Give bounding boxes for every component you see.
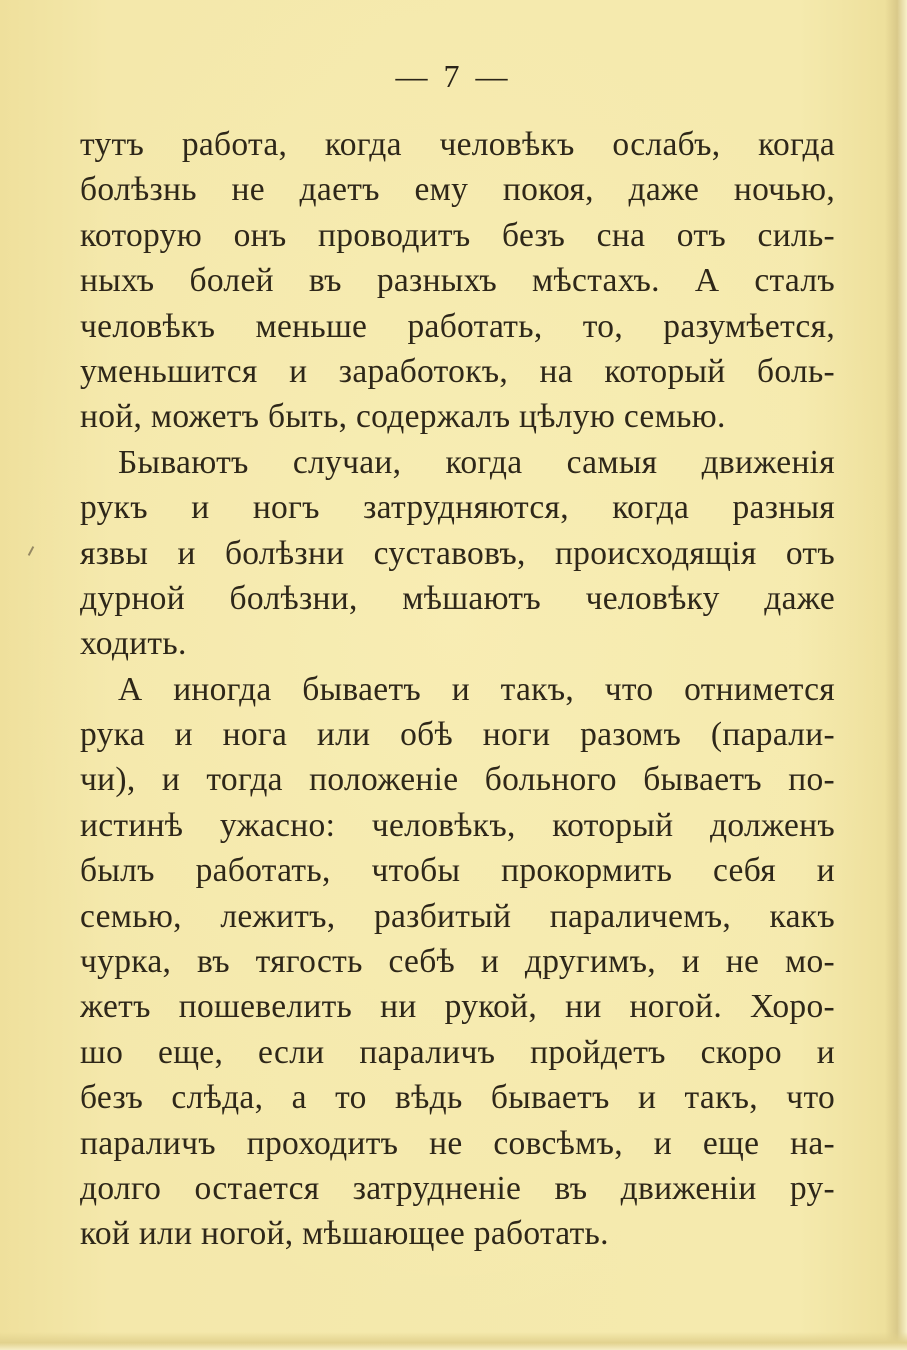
text-line: параличъ проходитъ не совсѣмъ, и еще на- [80, 1124, 835, 1162]
text-line: семью, лежитъ, разбитый параличемъ, какъ [80, 897, 835, 935]
text-line: рукъ и ногъ затрудняются, когда разныя [80, 489, 835, 527]
text-line: тутъ работа, когда человѣкъ ослабъ, когда [80, 126, 835, 163]
text-line: язвы и болѣзни суставовъ, происходящія отъ [80, 534, 835, 572]
text-line: истинѣ ужасно: человѣкъ, который долженъ [80, 806, 835, 844]
page-bottom-edge [0, 1332, 907, 1350]
page-number: — 7 — [395, 58, 512, 94]
text-line: чи), и тогда положеніе больного бываетъ по- [80, 761, 835, 799]
text-line: ходить. [80, 625, 187, 663]
text-line: Бываютъ случаи, когда самыя движенія [118, 443, 835, 481]
text-line: болѣзнь не даетъ ему покоя, даже ночью, [80, 171, 835, 209]
paragraph-3 [80, 667, 835, 1257]
text-line: которую онъ проводитъ безъ сна отъ силь- [80, 216, 835, 254]
page-right-edge [885, 0, 907, 1350]
body-text [80, 122, 835, 1257]
text-line: кой или ногой, мѣшающее работать. [80, 1215, 609, 1253]
text-line: А иногда бываетъ и такъ, что отнимется [118, 670, 835, 708]
stray-ink-mark [28, 546, 34, 556]
text-line: былъ работать, чтобы прокормить себя и [80, 852, 835, 890]
text-line: чурка, въ тягость себѣ и другимъ, и не мо- [80, 943, 835, 981]
text-line: долго остается затрудненіе въ движеніи ру- [80, 1169, 835, 1207]
paragraph-1 [80, 122, 835, 440]
text-line: ныхъ болей въ разныхъ мѣстахъ. А сталъ [80, 262, 835, 300]
paragraph-2 [80, 440, 835, 667]
text-line: уменьшится и заработокъ, на который боль- [80, 352, 835, 390]
text-line: человѣкъ меньше работать, то, разумѣется, [80, 307, 835, 345]
text-line: ной, можетъ быть, содержалъ цѣлую семью. [80, 398, 726, 436]
text-line: жетъ пошевелить ни рукой, ни ногой. Хоро- [80, 988, 835, 1026]
text-line: безъ слѣда, а то вѣдь бываетъ и такъ, что [80, 1079, 835, 1117]
text-line: дурной болѣзни, мѣшаютъ человѣку даже [80, 579, 835, 617]
text-line: рука и нога или обѣ ноги разомъ (парали- [80, 716, 835, 754]
text-line: шо еще, если параличъ пройдетъ скоро и [80, 1033, 835, 1071]
